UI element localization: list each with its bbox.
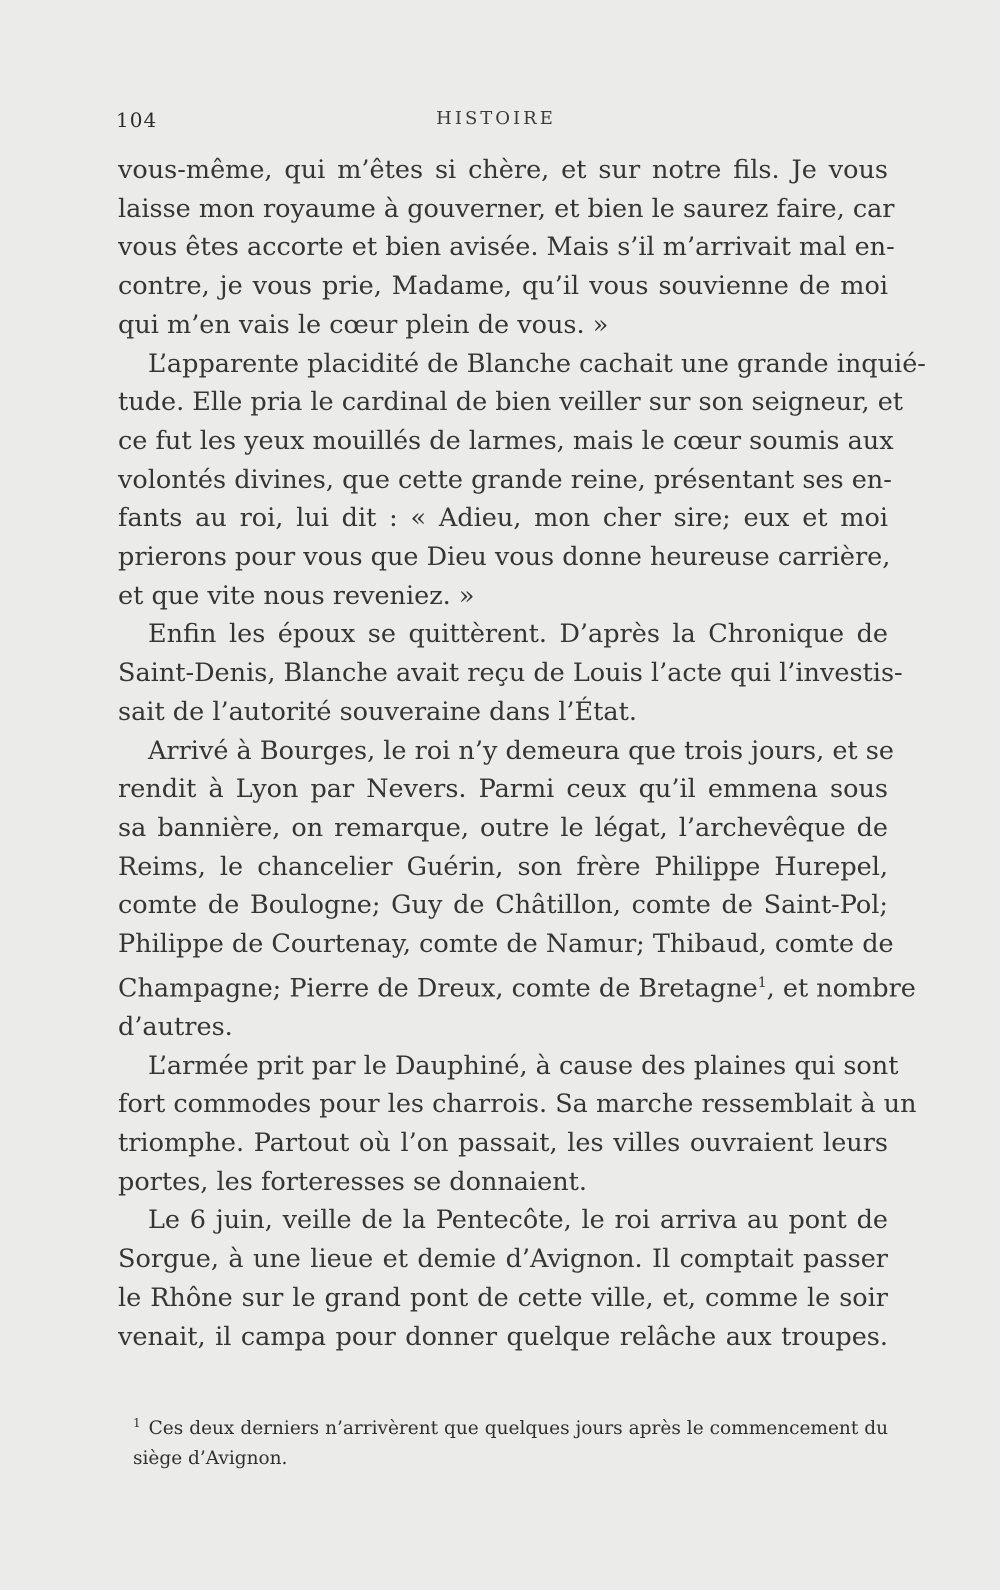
text-line: vous-même, qui m’êtes si chère, et sur notre fils. Je vous <box>118 155 888 185</box>
paragraph <box>118 732 916 1047</box>
text-line: volontés divines, que cette grande reine, présentant ses en- <box>118 464 892 495</box>
text-line: Saint-Denis, Blanche avait reçu de Louis l’acte qui l’investis- <box>118 658 903 689</box>
text-line: fort commodes pour les charrois. Sa marche ressemblait à un <box>118 1089 917 1120</box>
text-line: Enfin les époux se quittèrent. D’après la Chronique de <box>148 619 888 650</box>
page-header <box>116 108 876 132</box>
text-line: prierons pour vous que Dieu vous donne heureuse carrière, <box>118 542 891 573</box>
text-line: contre, je vous prie, Madame, qu’il vous souvienne de moi <box>118 271 888 302</box>
text-line: triomphe. Partout où l’on passait, les villes ouvraient leurs <box>118 1128 888 1159</box>
text-line: Le 6 juin, veille de la Pentecôte, le roi arriva au pont de <box>148 1205 888 1236</box>
text-line: laisse mon royaume à gouverner, et bien le saurez faire, car <box>118 193 895 224</box>
text-line: vous êtes accorte et bien avisée. Mais s’il m’arrivait mal en- <box>118 232 895 263</box>
page-body <box>118 151 926 1356</box>
text-line: Reims, le chancelier Guérin, son frère Philippe Hurepel, <box>118 851 888 882</box>
text-line: le Rhône sur le grand pont de cette ville, et, comme le soir <box>118 1282 888 1313</box>
footnote-line: siège d’Avignon. <box>133 1448 288 1470</box>
text-line: Arrivé à Bourges, le roi n’y demeura que trois jours, et se <box>148 735 894 766</box>
text-line: sa bannière, on remarque, outre le légat, l’archevêque de <box>118 812 888 843</box>
text-line: Sorgue, à une lieue et demie d’Avignon. Il comptait passer <box>118 1244 888 1275</box>
paragraph <box>118 1047 917 1202</box>
text-line: rendit à Lyon par Nevers. Parmi ceux qu’il emmena sous <box>118 774 888 805</box>
text-line: ce fut les yeux mouillés de larmes, mais le cœur soumis aux <box>118 425 894 456</box>
text-segment: , et nombre <box>766 973 916 1004</box>
text-line: d’autres. <box>118 1011 233 1042</box>
text-line: fants au roi, lui dit : « Adieu, mon cher sire; eux et moi <box>118 503 888 534</box>
footnote-reference: 1 <box>757 974 767 991</box>
text-line: L’apparente placidité de Blanche cachait une grande inquié- <box>148 348 926 379</box>
text-segment: Champagne; Pierre de Dreux, comte de Bretagne <box>118 973 758 1004</box>
paragraph <box>118 151 895 345</box>
page-number: 104 <box>116 108 158 132</box>
text-line: comte de Boulogne; Guy de Châtillon, comte de Saint-Pol; <box>118 890 888 921</box>
text-line: sait de l’autorité souveraine dans l’État. <box>118 696 637 727</box>
text-line: venait, il campa pour donner quelque relâche aux troupes. <box>118 1321 888 1352</box>
footnote-text: Ces deux derniers n’arrivèrent que quelques jours après le commencement du <box>148 1418 888 1440</box>
text-line-with-note <box>118 964 916 1008</box>
paragraph <box>118 345 926 616</box>
text-line: tude. Elle pria le cardinal de bien veiller sur son seigneur, et <box>118 387 904 418</box>
text-line: et que vite nous reveniez. » <box>118 580 475 611</box>
text-line: portes, les forteresses se donnaient. <box>118 1166 588 1197</box>
text-line: Philippe de Courtenay, comte de Namur; Thibaud, comte de <box>118 929 894 960</box>
footnote-mark: 1 <box>133 1416 141 1430</box>
paragraph <box>118 615 903 731</box>
text-line: L’armée prit par le Dauphiné, à cause des plaines qui sont <box>148 1050 899 1081</box>
footnote-line <box>133 1408 888 1444</box>
running-title: HISTOIRE <box>436 108 556 129</box>
text-line: qui m’en vais le cœur plein de vous. » <box>118 309 609 340</box>
footnote <box>133 1408 888 1474</box>
paragraph <box>118 1201 888 1356</box>
